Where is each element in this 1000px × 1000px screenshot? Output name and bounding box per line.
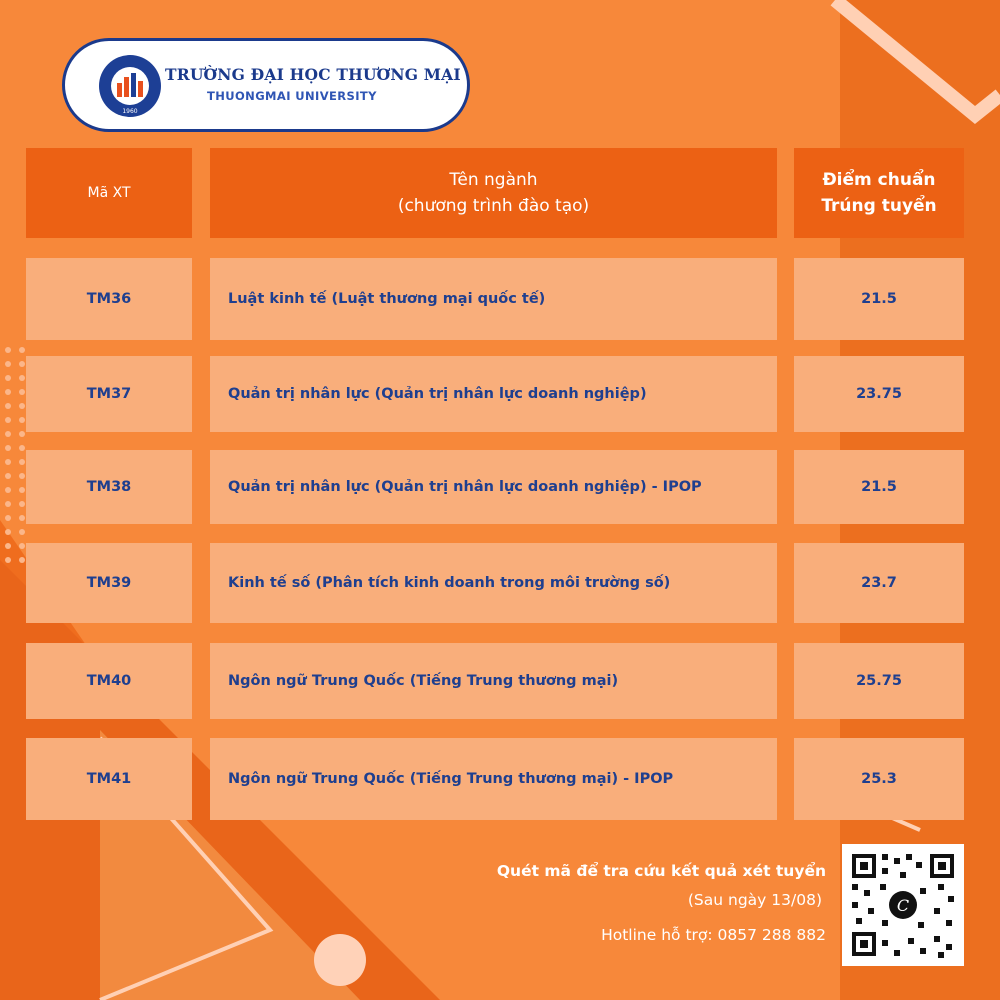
row-code bbox=[26, 543, 192, 623]
university-name: TRƯỜNG ĐẠI HỌC THƯƠNG MẠI bbox=[165, 65, 461, 84]
header-major-label: Tên ngành bbox=[449, 170, 538, 190]
row-score bbox=[794, 450, 964, 524]
qr-code[interactable] bbox=[842, 844, 964, 966]
header-score bbox=[794, 148, 964, 238]
header-score-label: Điểm chuẩn bbox=[822, 170, 936, 190]
row-score bbox=[794, 643, 964, 719]
row-code-text: TM40 bbox=[86, 673, 132, 689]
row-major-name bbox=[210, 543, 777, 623]
scan-instruction: Quét mã để tra cứu kết quả xét tuyển bbox=[496, 862, 826, 880]
qr-center-badge: C bbox=[896, 895, 910, 915]
row-major-name bbox=[210, 738, 777, 820]
row-code-text: TM38 bbox=[86, 479, 132, 495]
row-major-name-text: Ngôn ngữ Trung Quốc (Tiếng Trung thương mại) - IPOP bbox=[228, 771, 674, 787]
row-major-name-text: Kinh tế số (Phân tích kinh doanh trong môi trường số) bbox=[228, 575, 671, 591]
row-score-text: 23.7 bbox=[861, 575, 897, 591]
header-code-label: Mã XT bbox=[87, 185, 131, 201]
row-score-text: 25.75 bbox=[856, 673, 902, 689]
row-score bbox=[794, 258, 964, 340]
row-score bbox=[794, 738, 964, 820]
university-logo-banner bbox=[62, 38, 470, 132]
header-score-sublabel: Trúng tuyển bbox=[821, 196, 937, 216]
row-score-text: 21.5 bbox=[861, 479, 897, 495]
university-seal-icon bbox=[99, 55, 161, 117]
header-major-sublabel: (chương trình đào tạo) bbox=[397, 196, 590, 216]
row-code bbox=[26, 738, 192, 820]
row-score bbox=[794, 543, 964, 623]
row-score-text: 25.3 bbox=[861, 771, 897, 787]
row-major-name-text: Luật kinh tế (Luật thương mại quốc tế) bbox=[228, 291, 546, 307]
row-code-text: TM39 bbox=[86, 575, 132, 591]
row-score-text: 21.5 bbox=[861, 291, 897, 307]
row-code-text: TM41 bbox=[86, 771, 132, 787]
row-code bbox=[26, 643, 192, 719]
row-code bbox=[26, 450, 192, 524]
row-score-text: 23.75 bbox=[856, 386, 902, 402]
row-score bbox=[794, 356, 964, 432]
result-date-note: (Sau ngày 13/08) bbox=[687, 891, 822, 909]
row-major-name-text: Ngôn ngữ Trung Quốc (Tiếng Trung thương mại) bbox=[228, 673, 619, 689]
row-major-name bbox=[210, 258, 777, 340]
row-major-name bbox=[210, 643, 777, 719]
row-code-text: TM36 bbox=[86, 291, 132, 307]
seal-year: 1960 bbox=[122, 108, 138, 115]
row-code bbox=[26, 356, 192, 432]
row-major-name bbox=[210, 450, 777, 524]
hotline: Hotline hỗ trợ: 0857 288 882 bbox=[601, 926, 826, 944]
university-name-english: THUONGMAI UNIVERSITY bbox=[207, 89, 377, 103]
row-major-name-text: Quản trị nhân lực (Quản trị nhân lực doanh nghiệp) - IPOP bbox=[228, 479, 702, 495]
row-major-name-text: Quản trị nhân lực (Quản trị nhân lực doanh nghiệp) bbox=[228, 386, 647, 402]
header-code bbox=[26, 148, 192, 238]
row-code-text: TM37 bbox=[86, 386, 132, 402]
row-major-name bbox=[210, 356, 777, 432]
header-major bbox=[210, 148, 777, 238]
row-code bbox=[26, 258, 192, 340]
